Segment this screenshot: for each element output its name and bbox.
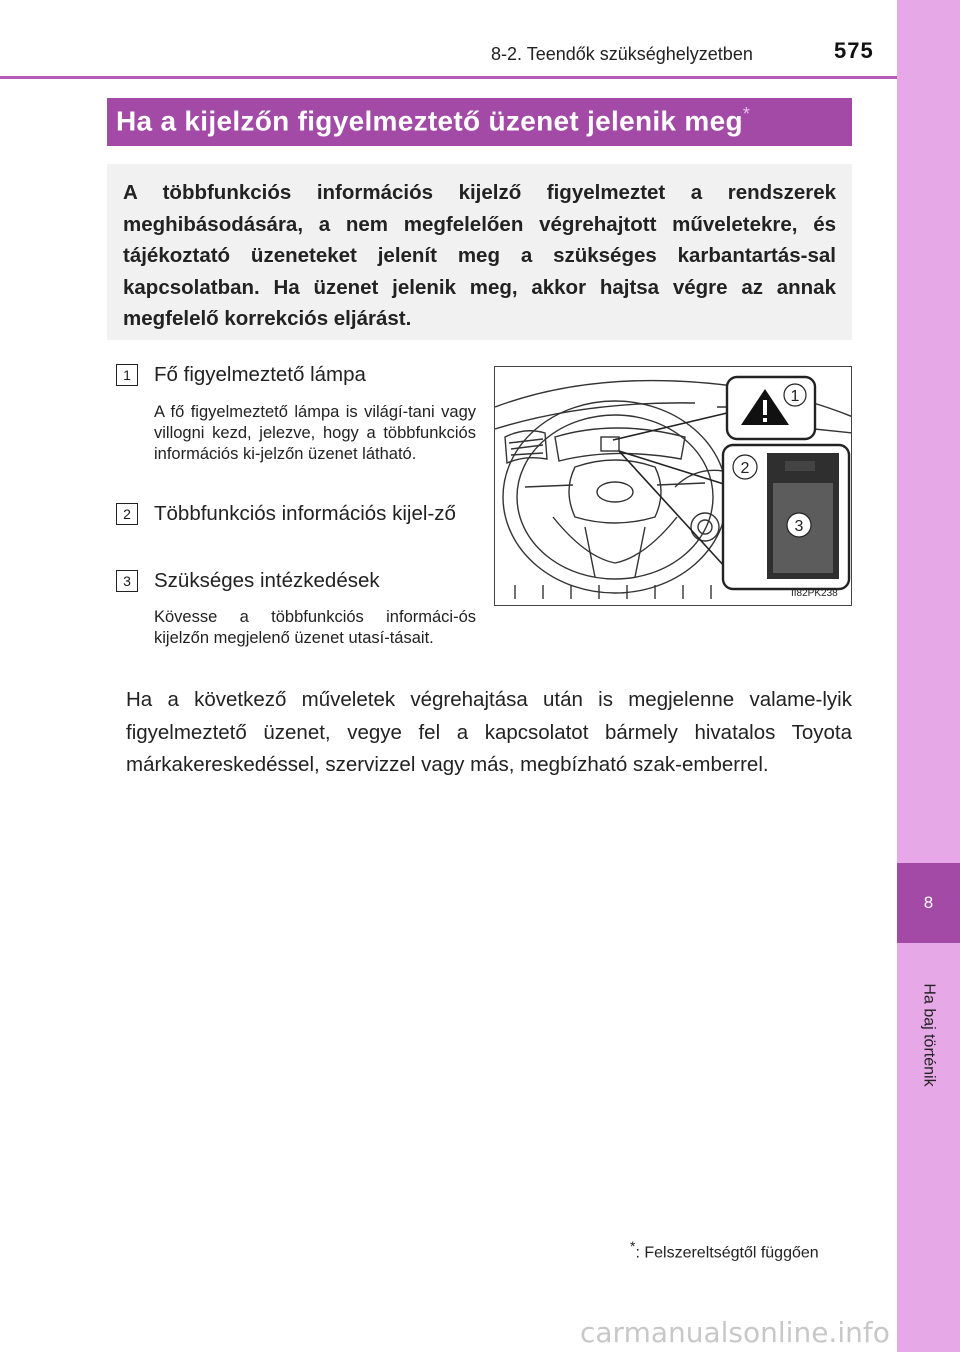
side-tab [897,0,960,1352]
title-asterisk: * [742,104,751,124]
closing-paragraph: Ha a következő műveletek végrehajtása után is megjelenne valame-lyik figyelmeztető üzenet, vegye fel a kapcsolatot bármely hivatalos Toyota márkakereskedéssel, szervizzel vagy más, megbízható szak-emberrel. [126,688,852,776]
page-title-text: Ha a kijelzőn figyelmeztető üzenet jelenik meg [116,105,743,137]
callout-label-1: 1 [790,388,800,405]
illustration-code: II82PK238 [791,588,838,599]
chapter-label-tab [897,960,960,1110]
footnote-mark: * [630,1238,636,1254]
intro-box [107,164,852,340]
header-divider [0,76,897,79]
item-body-3: Kövesse a többfunkciós informáci-ós kijelzőn megjelenő üzenet utasí-tásait. [154,608,476,647]
item-number-3: 3 [116,570,138,592]
intro-text: A többfunkciós információs kijelző figyelmeztet a rendszerek meghibásodására, a nem megfelelően végrehajtott műveletekre, és tájékoztató üzeneteket jelenít meg a szükséges karbantartás-sal kapcsolatban. Ha üzenet jelenik meg, akkor hajtsa végre az annak megfelelő korrekciós eljárást. [123,181,836,330]
callout-label-3: 3 [794,518,804,535]
item-title-1: Fő figyelmeztető lámpa [154,363,366,386]
item-number-1: 1 [116,364,138,386]
footnote [630,1238,819,1262]
dashboard-drawing [495,367,852,606]
item-title-2: Többfunkciós információs kijel-ző [154,502,456,525]
chapter-label: Ha baj történik [920,983,938,1087]
chapter-number-tab[interactable] [897,863,960,943]
item-title-3: Szükséges intézkedések [154,569,380,592]
callout-label-2: 2 [740,460,750,477]
item-body-1: A fő figyelmeztető lámpa is világí-tani vagy villogni kezd, jelezve, hogy a többfunkciós információs ki-jelzőn üzenet látható. [154,403,476,463]
item-number-2: 2 [116,503,138,525]
dashboard-illustration [494,366,852,606]
watermark: carmanualsonline.info [580,1316,890,1349]
footnote-text: : Felszereltségtől függően [635,1244,819,1262]
page-number: 575 [834,38,874,63]
section-header: 8-2. Teendők szükséghelyzetben [491,44,753,64]
chapter-number: 8 [923,893,934,912]
page-title [116,104,750,137]
